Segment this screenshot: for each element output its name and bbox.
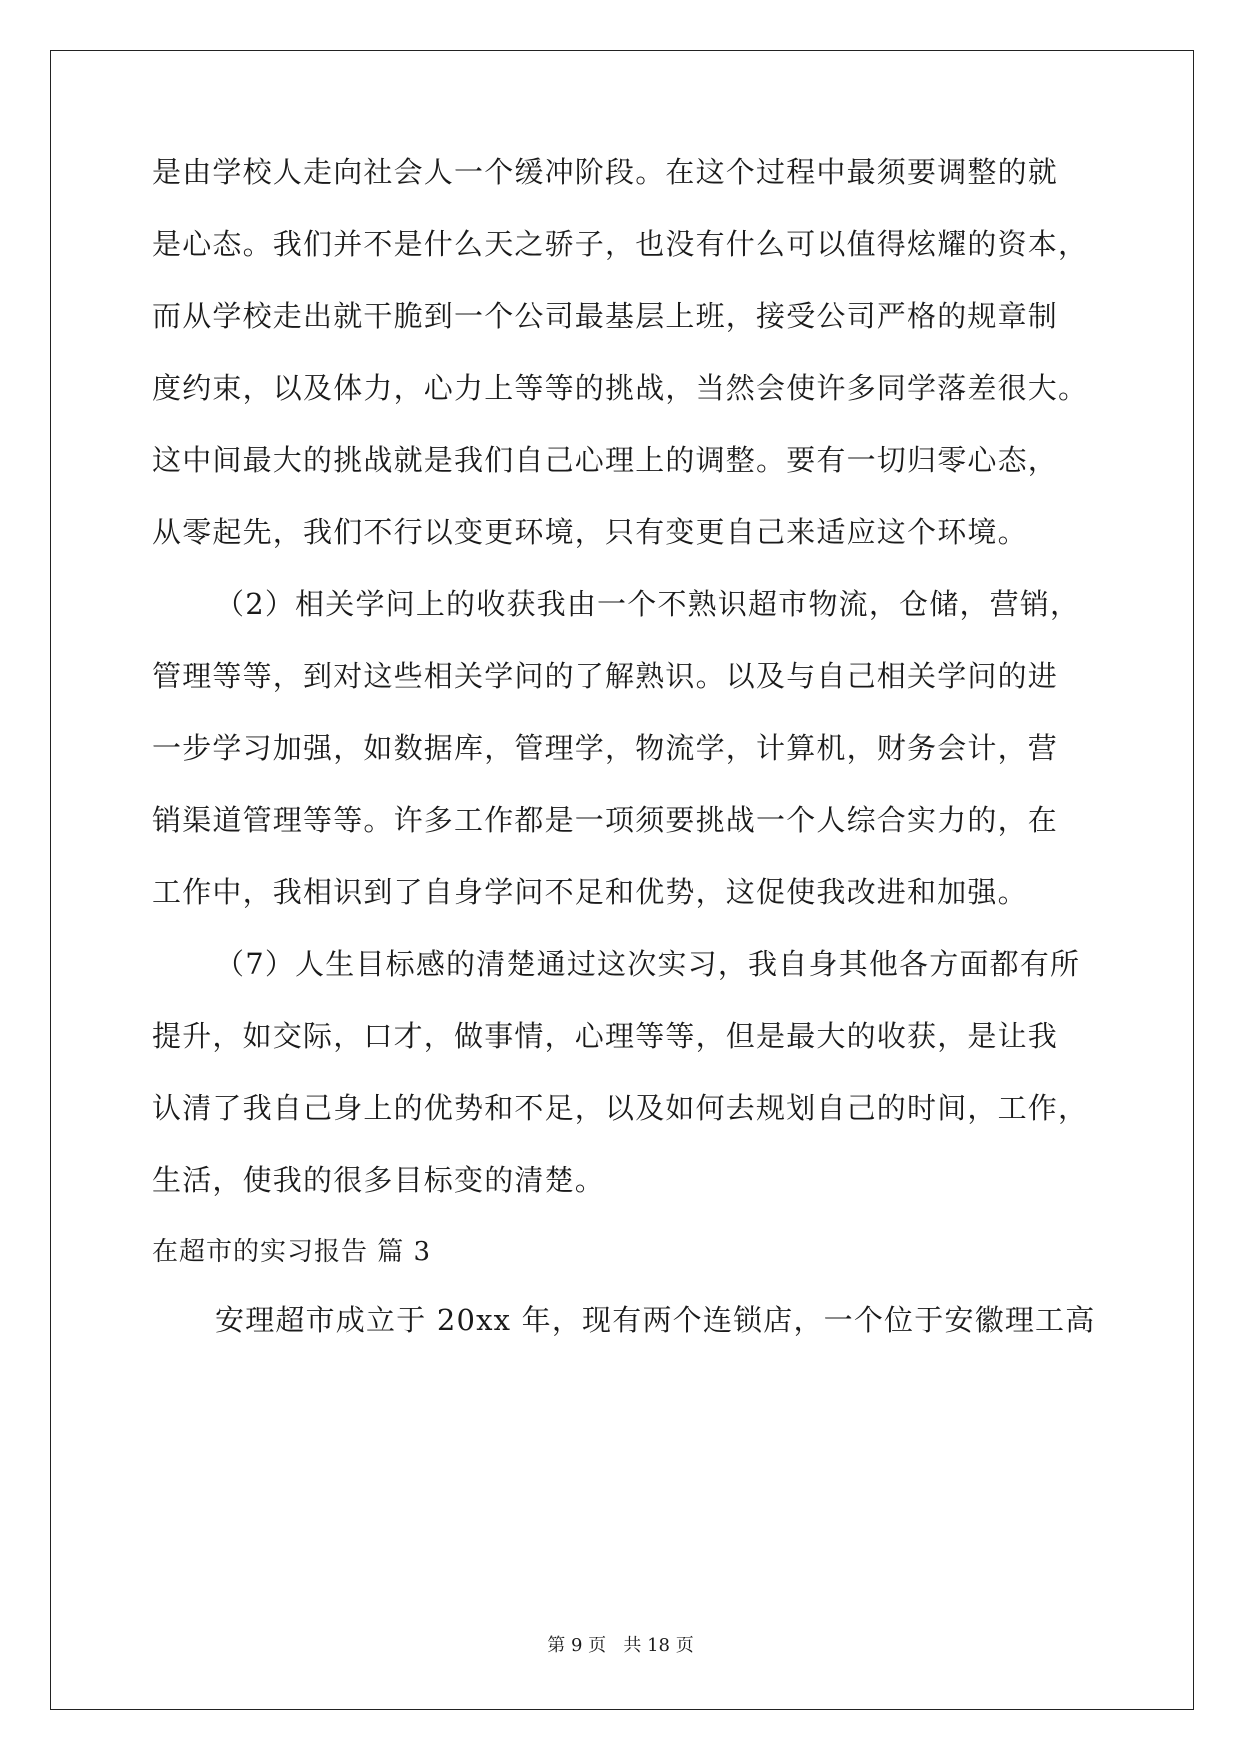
body-line: 一步学习加强，如数据库，管理学，物流学，计算机，财务会计，营 [152,731,1059,765]
body-line: 生活，使我的很多目标变的清楚。 [152,1163,606,1197]
body-line: （7）人生目标感的清楚通过这次实习，我自身其他各方面都有所 [215,947,1081,981]
body-line: 是心态。我们并不是什么天之骄子，也没有什么可以值得炫耀的资本， [152,227,1089,261]
body-line: 提升，如交际，口才，做事情，心理等等，但是最大的收获，是让我 [152,1019,1059,1053]
body-line: 管理等等，到对这些相关学问的了解熟识。以及与自己相关学问的进 [152,659,1059,693]
body-line: 工作中，我相识到了自身学问不足和优势，这促使我改进和加强。 [152,875,1028,909]
body-line: 而从学校走出就干脆到一个公司最基层上班，接受公司严格的规章制 [152,299,1059,333]
body-line: 安理超市成立于 20xx 年，现有两个连锁店，一个位于安徽理工高 [215,1303,1096,1337]
body-line: 度约束，以及体力，心力上等等的挑战，当然会使许多同学落差很大。 [152,371,1089,405]
body-line: 这中间最大的挑战就是我们自己心理上的调整。要有一切归零心态， [152,443,1059,477]
body-line: 销渠道管理等等。许多工作都是一项须要挑战一个人综合实力的，在 [152,803,1059,837]
body-line: 认清了我自己身上的优势和不足，以及如何去规划自己的时间，工作， [152,1091,1089,1125]
body-line: （2）相关学问上的收获我由一个不熟识超市物流，仓储，营销， [215,587,1081,621]
body-line: 是由学校人走向社会人一个缓冲阶段。在这个过程中最须要调整的就 [152,155,1059,189]
section-heading: 在超市的实习报告 篇 3 [152,1237,432,1267]
page-number: 第 9 页 共 18 页 [547,1635,694,1656]
body-line: 从零起先，我们不行以变更环境，只有变更自己来适应这个环境。 [152,515,1028,549]
